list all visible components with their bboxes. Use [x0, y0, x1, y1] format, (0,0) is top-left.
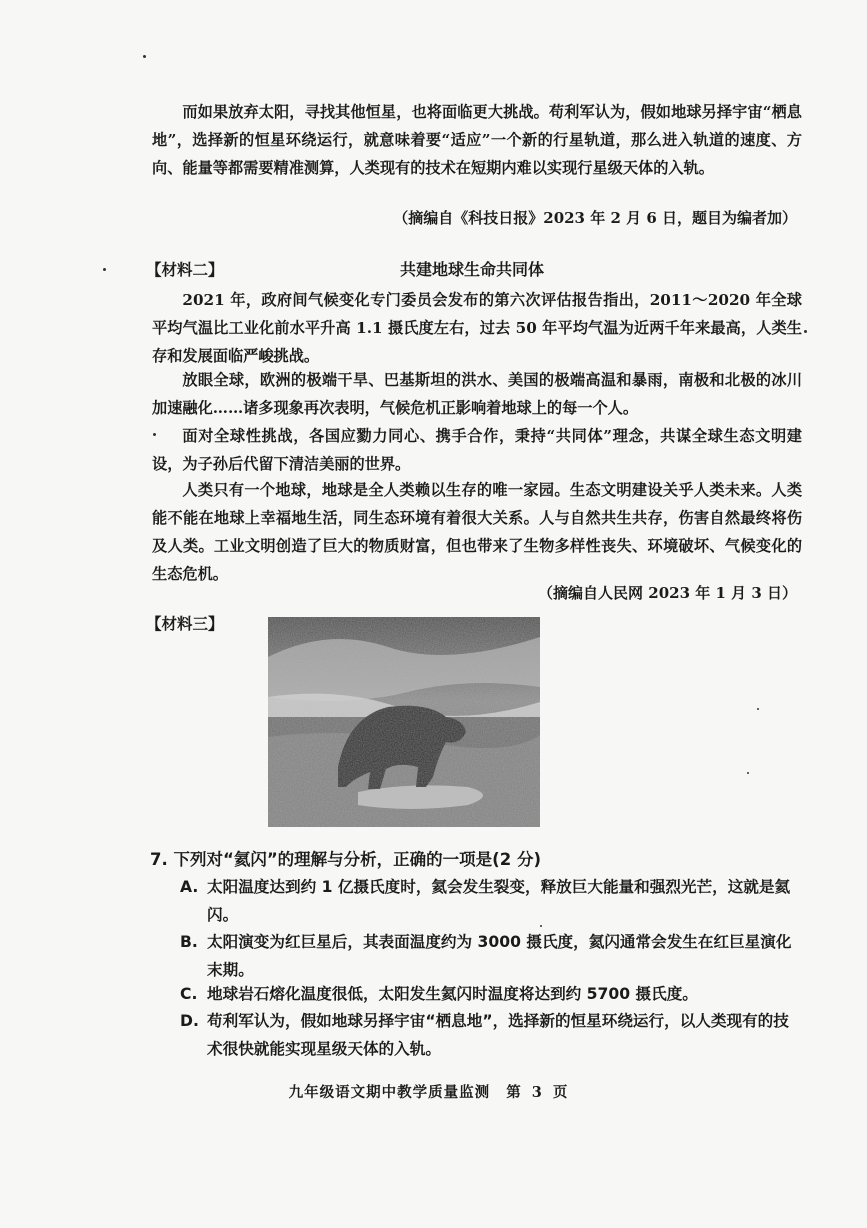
- question-title: 7. 下列对“氦闪”的理解与分析，正确的一项是(2 分): [150, 850, 541, 869]
- option-letter: A.: [180, 878, 199, 896]
- material2-paragraph-2: 放眼全球，欧洲的极端干旱、巴基斯坦的洪水、美国的极端高温和暴雨，南极和北极的冰川加速融化……诸多现象再次表明，气候危机正影响着地球上的每一个人。: [152, 371, 802, 417]
- material3-label: 【材料三】: [146, 614, 224, 633]
- scan-speck: [103, 268, 106, 271]
- option-letter: B.: [180, 933, 198, 951]
- page-footer: [0, 1081, 867, 1102]
- footer-exam-title: 九年级语文期中教学质量监测: [288, 1084, 491, 1101]
- option-b: [180, 928, 802, 984]
- polar-bear-photo: [268, 617, 540, 827]
- scan-speck: [747, 772, 749, 774]
- option-a: [180, 873, 802, 929]
- material2-paragraph-4: 人类只有一个地球，地球是全人类赖以生存的唯一家园。生态文明建设关乎人类未来。人类能不能在地球上幸福地生活，同生态环境有着很大关系。人与自然共生共存，伤害自然最终将伤及人类。工业文明创造了巨大的物质财富，但也带来了生物多样性丧失、环境破坏、气候变化的生态危机。: [152, 481, 802, 583]
- material2-paragraph-1: 2021 年，政府间气候变化专门委员会发布的第六次评估报告指出，2011～2020 年全球平均气温比工业化前水平升高 1.1 摄氏度左右，过去 50 年平均气温为近两千年来最高，人类生存和发展面临严峻挑战。: [152, 291, 802, 365]
- option-c: [180, 980, 802, 1008]
- footer-page-number: 3: [531, 1084, 543, 1101]
- option-d: [180, 1007, 802, 1063]
- option-letter: D.: [180, 1012, 199, 1030]
- scan-speck: [804, 330, 807, 333]
- footer-page-suffix: 页: [552, 1084, 569, 1101]
- option-text: 苟利军认为，假如地球另择宇宙“栖息地”，选择新的恒星环绕运行，以人类现有的技术很快就能实现星级天体的入轨。: [207, 1012, 789, 1058]
- material2-title: 共建地球生命共同体: [400, 260, 545, 279]
- scan-speck: [757, 708, 759, 710]
- option-text: 地球岩石熔化温度很低，太阳发生氦闪时温度将达到约 5700 摄氏度。: [207, 985, 698, 1003]
- material2-source: （摘编自人民网 2023 年 1 月 3 日）: [538, 584, 797, 602]
- option-letter: C.: [180, 985, 198, 1003]
- material2-label: 【材料二】: [146, 260, 224, 279]
- footer-page-prefix: 第: [506, 1084, 522, 1101]
- material1-source: （摘编自《科技日报》2023 年 2 月 6 日，题目为编者加）: [393, 209, 797, 227]
- option-text: 太阳演变为红巨星后，其表面温度约为 3000 摄氏度，氦闪通常会发生在红巨星演化末期。: [207, 933, 792, 979]
- scan-speck: [143, 55, 146, 58]
- material1-paragraph: 而如果放弃太阳，寻找其他恒星，也将面临更大挑战。苟利军认为，假如地球另择宇宙“栖息地”，选择新的恒星环绕运行，就意味着要“适应”一个新的行星轨道，那么进入轨道的速度、方向、能量等都需要精准测算，人类现有的技术在短期内难以实现行星级天体的入轨。: [152, 103, 802, 177]
- material2-paragraph-3: 面对全球性挑战，各国应勠力同心、携手合作，秉持“共同体”理念，共谋全球生态文明建设，为子孙后代留下清洁美丽的世界。: [152, 427, 802, 473]
- option-text: 太阳温度达到约 1 亿摄氏度时，氦会发生裂变，释放巨大能量和强烈光芒，这就是氦闪。: [207, 878, 791, 924]
